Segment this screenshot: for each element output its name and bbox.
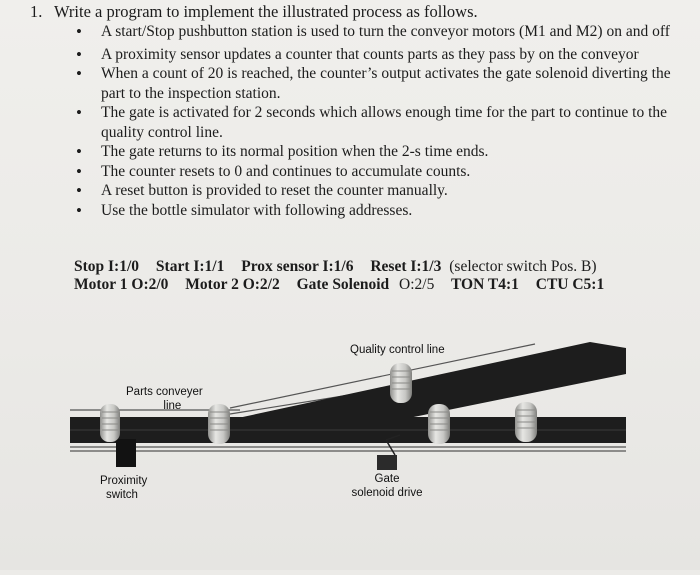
- list-item: • The gate is activated for 2 seconds which allows enough time for the part to continue to the quality control line.: [76, 103, 691, 142]
- list-item: • Use the bottle simulator with following addresses.: [76, 201, 691, 221]
- proximity-label-line2: switch: [106, 489, 138, 501]
- question-number: 1.: [30, 2, 43, 21]
- proximity-switch-block: [116, 439, 136, 467]
- gate-label-line2: solenoid drive: [351, 487, 423, 499]
- list-item: • A start/Stop pushbutton station is used to turn the conveyor motors (M1 and M2) on and off: [76, 22, 691, 42]
- parts-conveyor-label-line2: line: [163, 400, 182, 412]
- parts-conveyor-label: [126, 385, 203, 413]
- gate-solenoid-label: Gate Solenoid: [296, 276, 390, 293]
- gate-label-line1: Gate: [374, 473, 400, 485]
- reset-note: (selector switch Pos. B): [449, 258, 597, 275]
- list-item: • A proximity sensor updates a counter that counts parts as they pass by on the conveyor: [76, 45, 691, 65]
- ton-address: TON T4:1: [450, 276, 519, 293]
- bottle: [390, 363, 412, 403]
- stop-address: Stop I:1/0: [74, 258, 140, 275]
- quality-line-label: Quality control line: [350, 344, 445, 356]
- gate-solenoid-drive-label: [350, 472, 424, 500]
- motor1-address: Motor 1 O:2/0: [74, 276, 169, 293]
- ctu-address: CTU C5:1: [535, 276, 605, 293]
- bottle: [208, 404, 230, 444]
- question-title: Write a program to implement the illustrated process as follows.: [54, 2, 478, 21]
- bottle: [515, 402, 537, 442]
- list-item: • The gate returns to its normal position when the 2-s time ends.: [76, 142, 691, 162]
- address-row-1: [74, 258, 609, 276]
- main-conveyor-bottom-rails: [70, 447, 626, 451]
- start-address: Start I:1/1: [155, 258, 225, 275]
- reset-address: Reset I:1/3: [370, 258, 442, 275]
- bottle: [100, 404, 120, 442]
- list-item: • The counter resets to 0 and continues to accumulate counts.: [76, 162, 691, 182]
- address-row-2: [74, 276, 617, 294]
- conveyor-diagram: [0, 300, 700, 570]
- motor2-address: Motor 2 O:2/2: [185, 276, 280, 293]
- proximity-label-line1: Proximity: [100, 475, 148, 487]
- list-item: • A reset button is provided to reset the counter manually.: [76, 181, 691, 201]
- list-item: • When a count of 20 is reached, the counter’s output activates the gate solenoid diverting the part to the inspection station.: [76, 64, 691, 103]
- bottle: [428, 404, 450, 444]
- prox-address: Prox sensor I:1/6: [241, 258, 354, 275]
- parts-conveyor-label-line1: Parts conveyer: [126, 386, 203, 398]
- proximity-switch-label: [100, 474, 147, 502]
- conveyor-illustration: [0, 300, 700, 570]
- gate-solenoid-address: O:2/5: [399, 276, 435, 293]
- gate-solenoid-block: [377, 455, 397, 470]
- requirements-list: [76, 22, 691, 220]
